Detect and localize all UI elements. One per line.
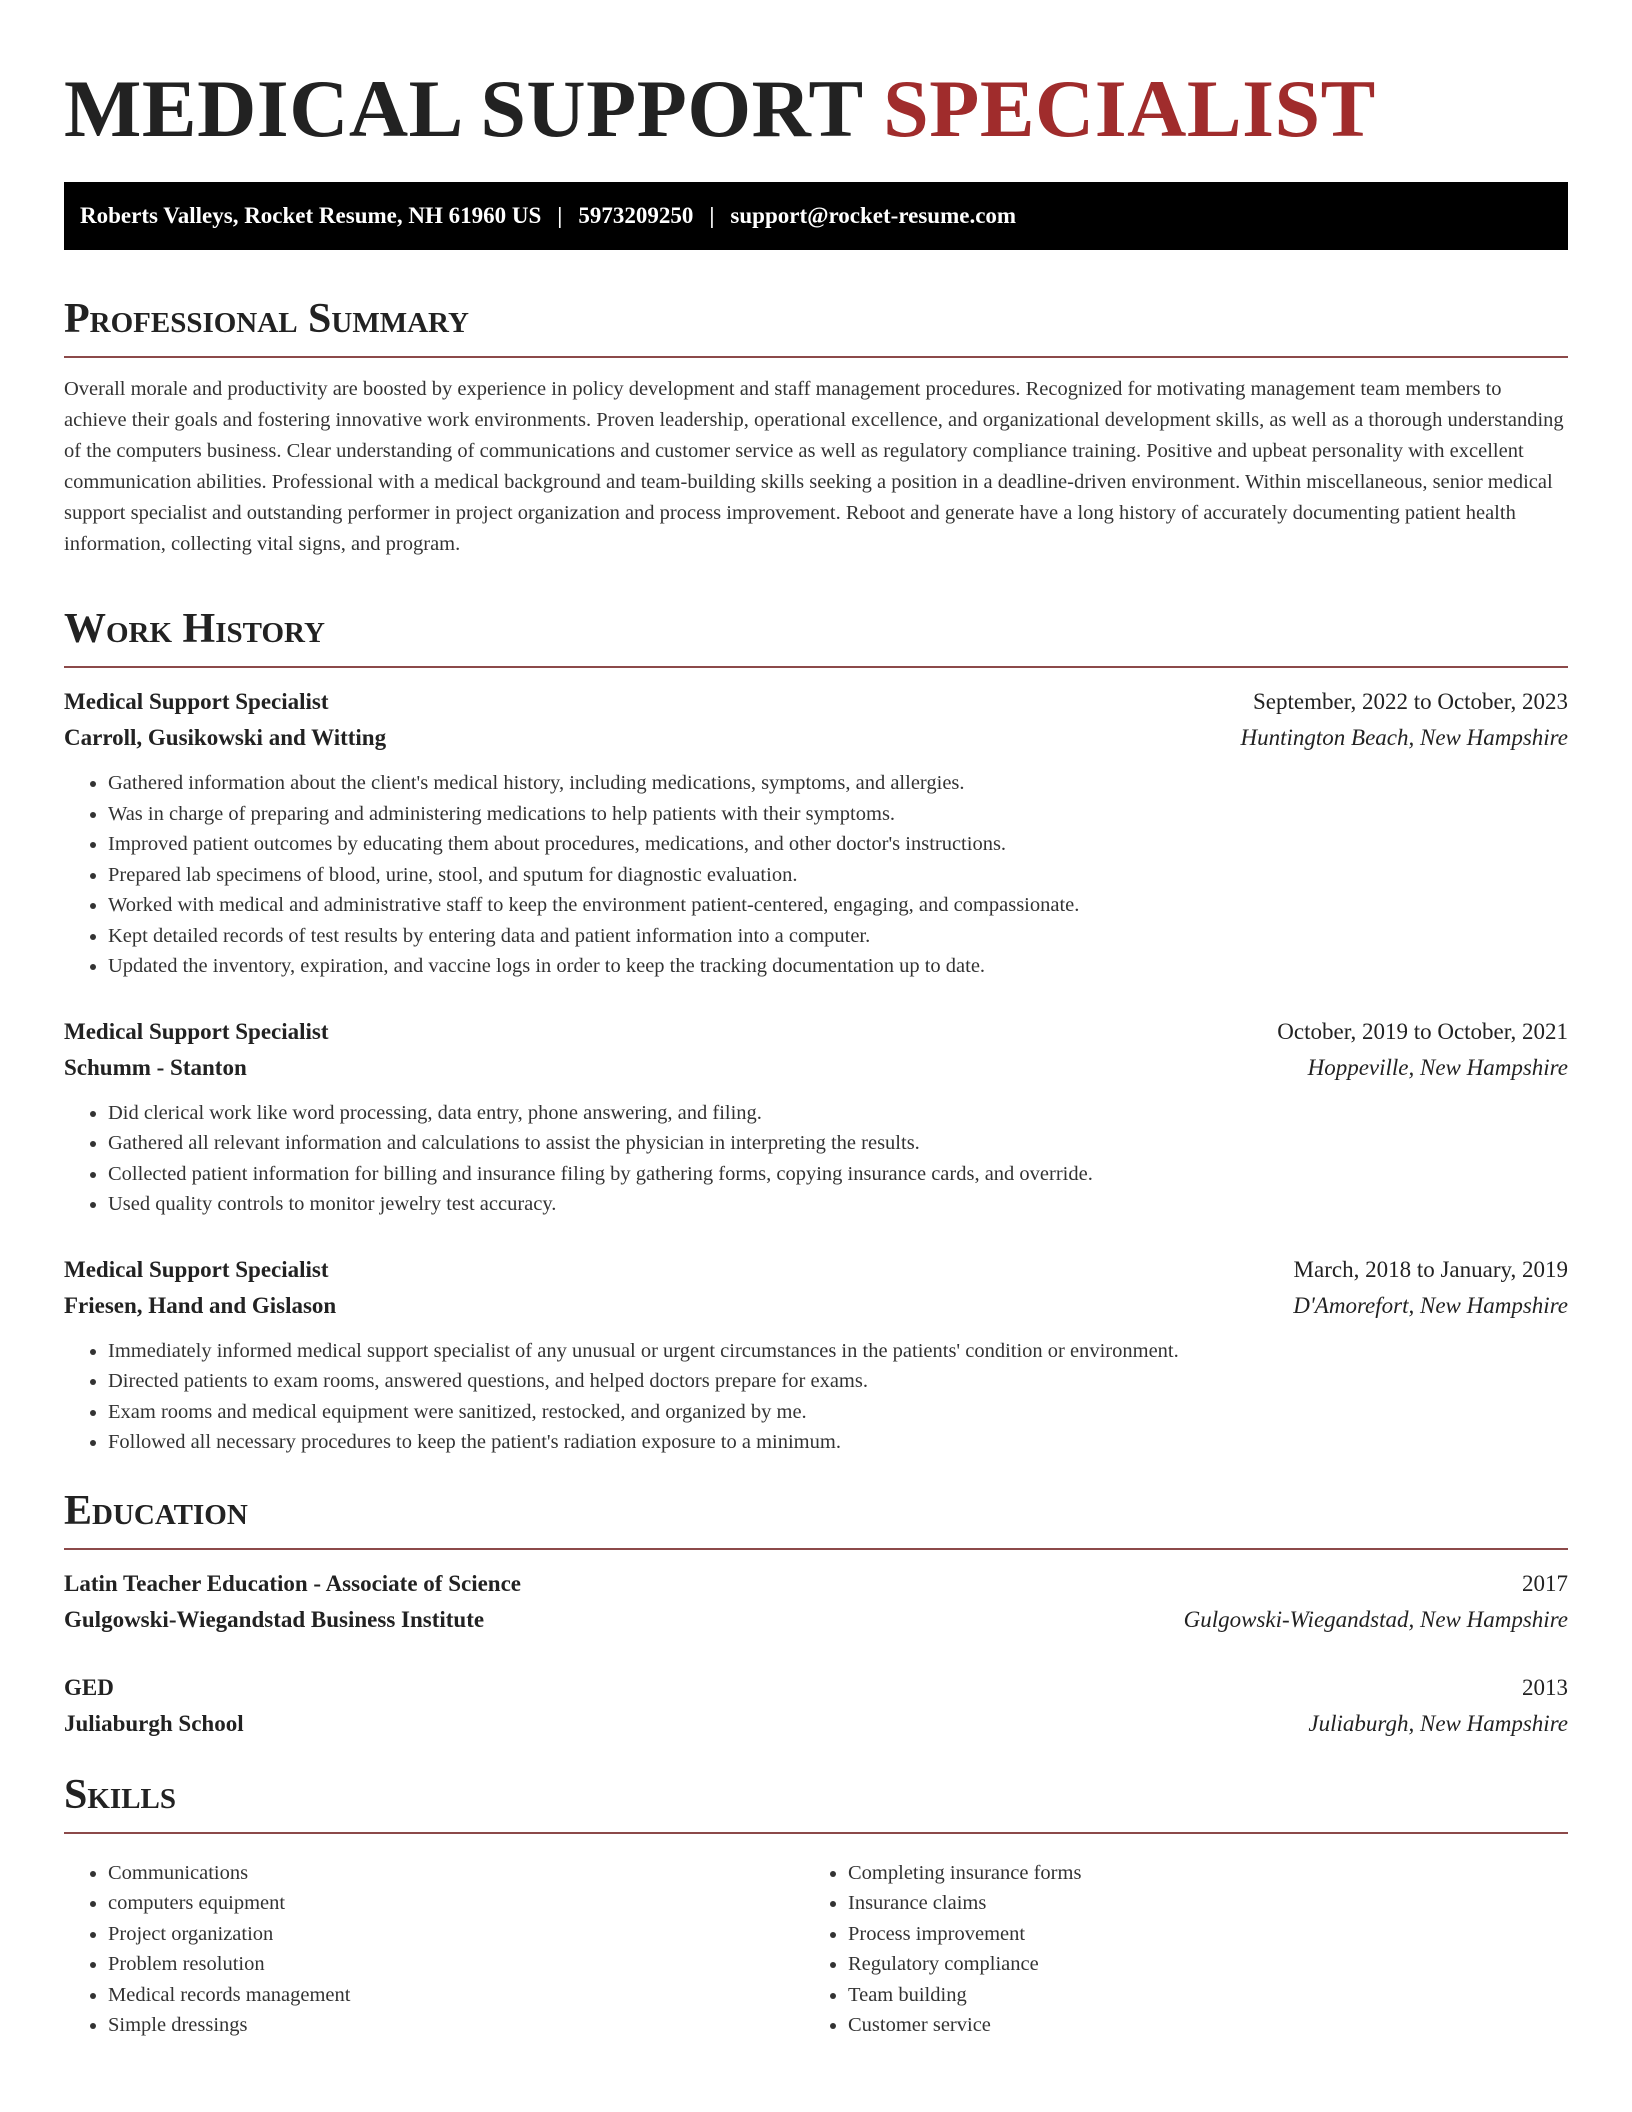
education-school-row: [64, 1602, 1568, 1638]
title-accent: SPECIALIST: [883, 63, 1376, 154]
job-bullets: [64, 1336, 1568, 1458]
job-entry: [64, 1252, 1568, 1458]
summary-heading: Professional Summary: [64, 296, 469, 342]
contact-email: support@rocket-resume.com: [730, 203, 1017, 228]
education-year: 2017: [1522, 1570, 1568, 1596]
skill-item: • Completing insurance forms: [848, 1858, 1544, 1889]
skill-item: • Medical records management: [108, 1980, 804, 2011]
skill-item: • Communications: [108, 1858, 804, 1889]
job-bullets: [64, 768, 1568, 982]
education-list: [64, 1566, 1568, 1742]
skills-heading: Skills: [64, 1771, 177, 1818]
section-divider: [64, 1548, 1568, 1550]
list-item: • Improved patient outcomes by educating them about procedures, medications, and other doctor's instructions.: [108, 829, 1568, 860]
education-heading: Education: [64, 1487, 248, 1534]
skill-item: • Process improvement: [848, 1919, 1544, 1950]
list-item: • Exam rooms and medical equipment were sanitized, restocked, and organized by me.: [108, 1397, 1568, 1428]
job-header-row: [64, 684, 1568, 720]
job-company: Friesen, Hand and Gislason: [64, 1292, 337, 1318]
list-item: • Did clerical work like word processing, data entry, phone answering, and filing.: [108, 1098, 1568, 1129]
job-list: [64, 684, 1568, 1458]
title-main: MEDICAL SUPPORT: [64, 63, 863, 154]
section-divider: [64, 356, 1568, 358]
skills-section: [64, 1771, 1568, 2041]
education-school-row: [64, 1706, 1568, 1742]
job-company-row: [64, 1288, 1568, 1324]
job-entry: [64, 1014, 1568, 1220]
summary-text: Overall morale and productivity are boosted by experience in policy development and staff management procedures. Recognized for motivating management team members to achieve their goals and fostering innovative work environments. Proven leadership, operational excellence, and organizational development skills, as well as a thorough understanding of the computers business. Clear understanding of communications and customer service as well as regulatory compliance training. Positive and upbeat personality with excellent communication abilities. Professional with a medical background and team-building skills seeking a position in a deadline-driven environment. Within miscellaneous, senior medical support specialist and outstanding performer in project organization and process improvement. Reboot and generate have a long history of accurately documenting patient health information, collecting vital signs, and program.: [64, 378, 1564, 555]
skill-item: • Customer service: [848, 2010, 1544, 2041]
education-school: Gulgowski-Wiegandstad Business Institute: [64, 1606, 485, 1632]
job-location: D'Amorefort, New Hampshire: [1293, 1292, 1568, 1318]
list-item: • Followed all necessary procedures to keep the patient's radiation exposure to a minimum.: [108, 1427, 1568, 1458]
job-location: Hoppeville, New Hampshire: [1307, 1054, 1568, 1080]
list-item: • Prepared lab specimens of blood, urine, stool, and sputum for diagnostic evaluation.: [108, 860, 1568, 891]
list-item: • Kept detailed records of test results by entering data and patient information into a computer.: [108, 921, 1568, 952]
skill-item: • Regulatory compliance: [848, 1949, 1544, 1980]
contact-phone: 5973209250: [578, 203, 694, 228]
job-title: Medical Support Specialist: [64, 689, 329, 714]
job-dates: October, 2019 to October, 2021: [1277, 1018, 1568, 1044]
education-school: Juliaburgh School: [64, 1710, 244, 1736]
skills-list-left: [64, 1858, 804, 2041]
education-degree: Latin Teacher Education - Associate of Science: [64, 1570, 522, 1596]
education-degree-row: [64, 1566, 1568, 1602]
skill-item: • Team building: [848, 1980, 1544, 2011]
contact-separator: |: [557, 203, 563, 228]
job-title: Medical Support Specialist: [64, 1256, 329, 1282]
list-item: • Gathered information about the client's medical history, including medications, symptoms, and allergies.: [108, 768, 1568, 799]
list-item: • Was in charge of preparing and administering medications to help patients with their symptoms.: [108, 799, 1568, 830]
skills-list-right: [804, 1858, 1544, 2041]
education-entry: [64, 1670, 1568, 1742]
list-item: • Used quality controls to monitor jewelry test accuracy.: [108, 1189, 1568, 1220]
education-section: [64, 1487, 1568, 1742]
section-divider: [64, 666, 1568, 668]
job-entry: [64, 684, 1568, 982]
summary-section: [64, 298, 1568, 560]
section-divider: [64, 1832, 1568, 1834]
list-item: • Worked with medical and administrative staff to keep the environment patient-centered, engaging, and compassionate.: [108, 890, 1568, 921]
education-location: Juliaburgh, New Hampshire: [1308, 1710, 1568, 1736]
job-company: Carroll, Gusikowski and Witting: [64, 725, 387, 750]
list-item: • Collected patient information for billing and insurance filing by gathering forms, copying insurance cards, and override.: [108, 1159, 1568, 1190]
education-year: 2013: [1522, 1674, 1568, 1700]
education-degree-row: [64, 1670, 1568, 1706]
contact-separator: |: [709, 203, 715, 228]
list-item: • Immediately informed medical support specialist of any unusual or urgent circumstances in the patients' condition or environment.: [108, 1336, 1568, 1367]
job-header-row: [64, 1252, 1568, 1288]
contact-address: Roberts Valleys, Rocket Resume, NH 61960 US: [80, 203, 542, 228]
skill-item: • Problem resolution: [108, 1949, 804, 1980]
work-heading: Work History: [64, 606, 325, 652]
education-degree: GED: [64, 1674, 114, 1700]
list-item: • Gathered all relevant information and calculations to assist the physician in interpreting the results.: [108, 1128, 1568, 1159]
job-bullets: [64, 1098, 1568, 1220]
resume-title: [64, 63, 1568, 154]
job-company-row: [64, 720, 1568, 756]
education-entry: [64, 1566, 1568, 1638]
job-dates: March, 2018 to January, 2019: [1293, 1256, 1568, 1282]
skill-item: • Simple dressings: [108, 2010, 804, 2041]
skill-item: • computers equipment: [108, 1888, 804, 1919]
list-item: • Updated the inventory, expiration, and vaccine logs in order to keep the tracking documentation up to date.: [108, 951, 1568, 982]
education-location: Gulgowski-Wiegandstad, New Hampshire: [1183, 1606, 1568, 1632]
skills-columns: [64, 1850, 1568, 2041]
contact-bar: [64, 182, 1568, 250]
work-section: [64, 608, 1568, 1458]
list-item: • Directed patients to exam rooms, answered questions, and helped doctors prepare for exams.: [108, 1366, 1568, 1397]
skill-item: • Project organization: [108, 1919, 804, 1950]
job-company-row: [64, 1050, 1568, 1086]
job-title: Medical Support Specialist: [64, 1018, 329, 1044]
skill-item: • Insurance claims: [848, 1888, 1544, 1919]
job-location: Huntington Beach, New Hampshire: [1240, 725, 1568, 750]
job-company: Schumm - Stanton: [64, 1054, 247, 1080]
job-header-row: [64, 1014, 1568, 1050]
job-dates: September, 2022 to October, 2023: [1253, 689, 1568, 714]
